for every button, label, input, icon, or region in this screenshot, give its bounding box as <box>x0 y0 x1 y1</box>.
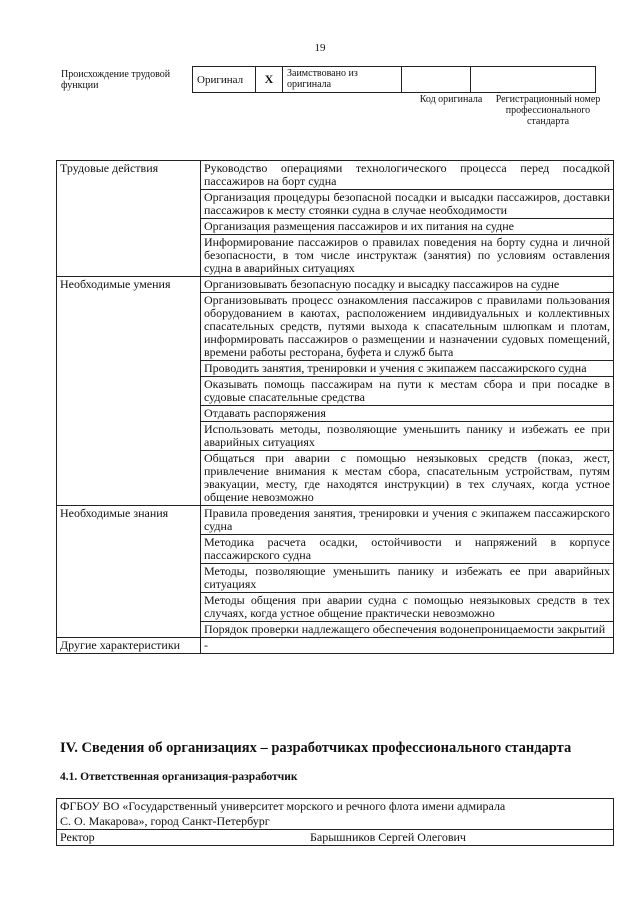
origin-label: Происхождение трудовой функции <box>61 69 171 91</box>
origin-mark-cell: X <box>256 67 283 93</box>
section-label: Другие характеристики <box>57 638 201 654</box>
section-item: Информирование пассажиров о правилах поведения на борту судна и личной безопасности, в том числе инструктаж (занятия) по условиям оставления судна в аварийных ситуациях <box>201 235 614 277</box>
section-label: Необходимые умения <box>57 277 201 506</box>
section-item: Оказывать помощь пассажирам на пути к местам сбора и при посадке в судовые спасательные средства <box>201 377 614 406</box>
code-original-label: Код оригинала <box>419 94 483 105</box>
organization-table <box>56 798 614 846</box>
table-row <box>57 506 614 535</box>
origin-reg-cell <box>471 67 596 93</box>
section-item: Отдавать распоряжения <box>201 406 614 422</box>
org-signer <box>60 831 610 844</box>
section-label: Трудовые действия <box>57 161 201 277</box>
section-item: Методы общения при аварии судна с помощью неязыковых средств в тех случаях, когда устное общение практически невозможно <box>201 593 614 622</box>
section-item: Руководство операциями технологического процесса перед посадкой пассажиров на борт судна <box>201 161 614 190</box>
section-item: Общаться при аварии с помощью неязыковых средств (показ, жест, привлечение внимания к местам сбора, спасательным устройствам, путям эвакуации, месту, где находятся инструкции) в тех случаях, когда устное общение невозможно <box>201 451 614 506</box>
page-number: 19 <box>314 42 326 54</box>
section-item: Правила проведения занятия, тренировки и учения с экипажем пассажирского судна <box>201 506 614 535</box>
registration-number-label: Регистрационный номер профессионального стандарта <box>495 94 601 127</box>
origin-original-cell: Оригинал <box>193 67 256 93</box>
section-item: Организовывать процесс ознакомления пассажиров с правилами пользования оборудованием в каютах, расположением индивидуальных и коллективных спасательных средств, путями выхода к спасательным шлюпкам и плотам, информировать пассажиров о размещении и назначении судовых помещений, времени работы ресторана, буфета и служб быта <box>201 293 614 361</box>
section-item: Организация размещения пассажиров и их питания на судне <box>201 219 614 235</box>
section-item: - <box>201 638 614 654</box>
org-person: Барышников Сергей Олегович <box>310 830 466 844</box>
origin-code-cell <box>402 67 471 93</box>
section-item: Использовать методы, позволяющие уменьшить панику и избежать ее при аварийных ситуациях <box>201 422 614 451</box>
table-row <box>57 161 614 190</box>
section-item: Организовывать безопасную посадку и высадку пассажиров на судне <box>201 277 614 293</box>
section-item: Организация процедуры безопасной посадки и высадки пассажиров, доставки пассажиров к месту стоянки судна в случае необходимости <box>201 190 614 219</box>
section-iv-title: IV. Сведения об организациях – разработчиках профессионального стандарта <box>60 740 572 756</box>
org-name-line2: С. О. Макарова», город Санкт-Петербург <box>57 814 614 830</box>
origin-table <box>192 66 596 93</box>
org-signer-row <box>57 830 614 846</box>
function-table <box>56 160 614 654</box>
section-item: Методы, позволяющие уменьшить панику и избежать ее при аварийных ситуациях <box>201 564 614 593</box>
section-item: Порядок проверки надлежащего обеспечения водонепроницаемости закрытий <box>201 622 614 638</box>
org-role: Ректор <box>60 830 95 844</box>
org-name-line1: ФГБОУ ВО «Государственный университет морского и речного флота имени адмирала <box>57 799 614 815</box>
subsection-title: 4.1. Ответственная организация-разработчик <box>60 771 298 783</box>
section-item: Проводить занятия, тренировки и учения с экипажем пассажирского судна <box>201 361 614 377</box>
section-label: Необходимые знания <box>57 506 201 638</box>
table-row <box>57 638 614 654</box>
section-item: Методика расчета осадки, остойчивости и напряжений в корпусе пассажирского судна <box>201 535 614 564</box>
table-row <box>57 277 614 293</box>
origin-borrowed-cell: Заимствовано из оригинала <box>283 67 402 93</box>
